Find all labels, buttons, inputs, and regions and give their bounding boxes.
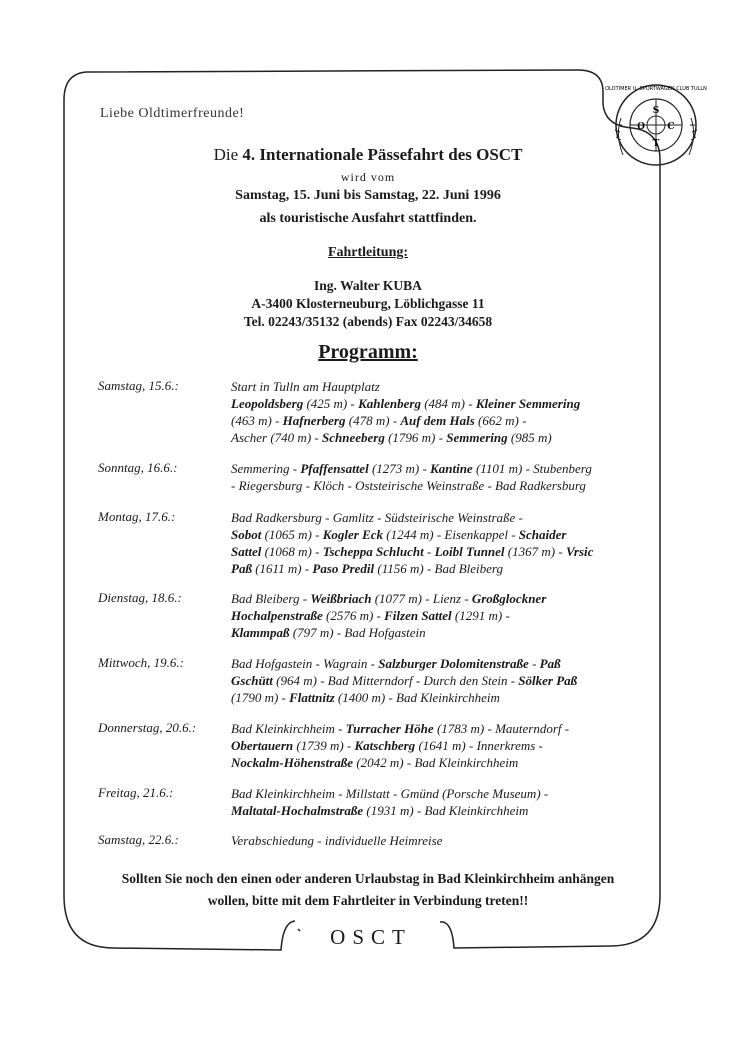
route-stop-highlight: Hochalpenstraße: [231, 608, 323, 623]
program-day-route: [231, 509, 651, 577]
program-route-line: [231, 607, 651, 624]
route-text: (1931 m) - Bad Kleinkirchheim: [363, 803, 529, 818]
route-stop-highlight: Kleiner Semmering: [475, 396, 581, 411]
route-text: (1790 m) -: [231, 690, 290, 705]
route-text: (1739 m) -: [293, 738, 355, 753]
route-text: (985 m): [507, 430, 552, 445]
program-route-line: [231, 543, 651, 560]
route-text: (1077 m) - Lienz -: [371, 591, 472, 606]
program-route-line: [231, 509, 651, 526]
closing-line-1: Sollten Sie noch den einen oder anderen Urlaubstag in Bad Kleinkirchheim anhängen: [121, 871, 615, 886]
route-stop-highlight: Klammpaß: [231, 625, 290, 640]
route-text: (1273 m) -: [368, 461, 431, 476]
program-day-label: Donnerstag, 20.6.:: [98, 720, 197, 735]
route-stop-highlight: Katschberg: [354, 738, 416, 753]
program-route-line: [231, 590, 651, 607]
route-text: (1068 m) -: [261, 544, 323, 559]
route-stop-highlight: Tscheppa Schlucht: [322, 544, 424, 559]
route-stop-highlight: Sattel: [231, 544, 262, 559]
route-text: (1400 m) - Bad Kleinkirchheim: [334, 690, 500, 705]
logo-ring-text: OLDTIMER U. SPORTWAGEN CLUB TULLN: [605, 86, 707, 92]
route-text: (1783 m) - Mauterndorf -: [433, 721, 570, 736]
program-day-route: [231, 832, 651, 849]
fahrtleitung-name: Ing. Walter KUBA: [314, 278, 422, 293]
event-title: [0, 145, 736, 165]
route-stop-highlight: Pfaffensattel: [300, 461, 369, 476]
fahrtleitung-heading: Fahrtleitung:: [327, 245, 409, 260]
route-text: - Riegersburg - Klöch - Oststeirische Weinstraße - Bad Radkersburg: [231, 478, 586, 493]
program-day-route: [231, 655, 651, 706]
route-stop-highlight: Hafnerberg: [282, 413, 346, 428]
route-stop-highlight: Kantine: [430, 461, 473, 476]
program-route-line: [231, 802, 651, 819]
logo-letter-right: C: [667, 122, 675, 132]
route-stop-highlight: Filzen Sattel: [384, 608, 452, 623]
program-route-line: [231, 412, 651, 429]
route-stop-highlight: Auf dem Hals: [400, 413, 475, 428]
route-stop-highlight: Großglockner: [471, 591, 547, 606]
program-route-line: [231, 785, 651, 802]
greeting: Liebe Oldtimerfreunde!: [100, 106, 245, 121]
logo-letter-bottom: T: [652, 139, 660, 149]
fahrtleitung-phone: Tel. 02243/35132 (abends) Fax 02243/34658: [243, 314, 493, 329]
program-route-line: [231, 672, 651, 689]
route-text: (463 m) -: [231, 413, 283, 428]
event-dates: Samstag, 15. Juni bis Samstag, 22. Juni 1996: [235, 188, 501, 203]
program-route-line: [231, 429, 651, 446]
route-stop-highlight: Turracher Höhe: [345, 721, 434, 736]
program-route-line: [231, 477, 651, 494]
program-day-label: Sonntag, 16.6.:: [98, 460, 178, 475]
program-route-line: [231, 737, 651, 754]
route-stop-highlight: Leopoldsberg: [231, 396, 304, 411]
program-day-route: [231, 785, 651, 819]
route-text: (2042 m) - Bad Kleinkirchheim: [353, 755, 519, 770]
program-route-line: [231, 832, 651, 849]
program-day-label: Montag, 17.6.:: [98, 509, 176, 524]
route-stop-highlight: Kogler Eck: [322, 527, 384, 542]
route-stop-highlight: Obertauern: [231, 738, 294, 753]
logo-letter-top: S: [652, 106, 660, 116]
route-stop-highlight: Nockalm-Höhenstraße: [231, 755, 354, 770]
route-stop-highlight: Loibl Tunnel: [434, 544, 505, 559]
route-text: (1291 m) -: [451, 608, 510, 623]
program-route-line: [231, 689, 651, 706]
route-stop-highlight: Paso Predil: [312, 561, 375, 576]
route-text: (1156 m) - Bad Bleiberg: [374, 561, 504, 576]
route-text: (1101 m) - Stubenberg: [472, 461, 592, 476]
route-text: (478 m) -: [345, 413, 401, 428]
route-text: (1065 m) -: [261, 527, 323, 542]
route-stop-highlight: Schaider: [518, 527, 567, 542]
route-text: (1244 m) - Eisenkappel -: [383, 527, 519, 542]
route-stop-highlight: Sölker Paß: [518, 673, 578, 688]
route-text: (1611 m) -: [251, 561, 313, 576]
program-day-label: Freitag, 21.6.:: [98, 785, 174, 800]
program-route-line: [231, 526, 651, 543]
route-stop-highlight: Weißbriach: [310, 591, 372, 606]
route-text: Verabschiedung - individuelle Heimreise: [231, 833, 443, 848]
route-text: (425 m) -: [303, 396, 359, 411]
program-day-label: Dienstag, 18.6.:: [98, 590, 182, 605]
route-text: Bad Kleinkirchheim - Millstatt - Gmünd (Porsche Museum) -: [231, 786, 549, 801]
program-route-line: [231, 378, 651, 395]
route-text: Ascher (740 m) -: [231, 430, 322, 445]
event-title-name: 4. Internationale Pässefahrt des OSCT: [242, 145, 523, 164]
route-text: Semmering -: [231, 461, 301, 476]
program-day-label: Mittwoch, 19.6.:: [98, 655, 184, 670]
route-stop-highlight: Sobot: [231, 527, 262, 542]
route-stop-highlight: Maltatal-Hochalmstraße: [231, 803, 364, 818]
program-route-line: [231, 624, 651, 641]
route-text: Bad Hofgastein - Wagrain -: [231, 656, 379, 671]
route-text: -: [528, 656, 540, 671]
route-text: Bad Bleiberg -: [231, 591, 311, 606]
program-day-label: Samstag, 15.6.:: [98, 378, 179, 393]
route-stop-highlight: Semmering: [446, 430, 508, 445]
program-day-label: Samstag, 22.6.:: [98, 832, 179, 847]
program-day-route: [231, 378, 651, 446]
route-text: Bad Radkersburg - Gamlitz - Südsteirische Weinstraße -: [231, 510, 523, 525]
route-stop-highlight: Vrsic: [565, 544, 594, 559]
logo-letter-left: O: [637, 122, 645, 132]
program-route-line: [231, 460, 651, 477]
ausfahrt-text: als touristische Ausfahrt stattfinden.: [259, 211, 477, 226]
route-text: (1367 m) -: [504, 544, 566, 559]
program-route-line: [231, 395, 651, 412]
route-text: (797 m) - Bad Hofgastein: [289, 625, 426, 640]
program-route-line: [231, 655, 651, 672]
route-text: (1796 m) -: [384, 430, 447, 445]
program-route-line: [231, 720, 651, 737]
route-text: Start in Tulln am Hauptplatz: [231, 379, 380, 394]
route-text: (1641 m) - Innerkrems -: [415, 738, 543, 753]
route-stop-highlight: Schneeberg: [321, 430, 385, 445]
route-stop-highlight: Salzburger Dolomitenstraße: [378, 656, 529, 671]
route-text: Bad Kleinkirchheim -: [231, 721, 346, 736]
route-stop-highlight: Paß: [539, 656, 561, 671]
route-text: (2576 m) -: [322, 608, 385, 623]
route-text: (662 m) -: [474, 413, 527, 428]
route-text: (964 m) - Bad Mitterndorf - Durch den Stein -: [272, 673, 519, 688]
program-route-line: [231, 754, 651, 771]
program-day-route: [231, 590, 651, 641]
fahrtleitung-address: A-3400 Klosterneuburg, Löblichgasse 11: [251, 296, 485, 311]
route-stop-highlight: Kahlenberg: [358, 396, 421, 411]
route-text: -: [423, 544, 435, 559]
wird-vom-text: wird vom: [340, 170, 396, 184]
route-stop-highlight: Gschütt: [231, 673, 273, 688]
route-stop-highlight: Flattnitz: [289, 690, 335, 705]
event-title-prefix: Die: [213, 145, 239, 164]
footer-club-name: OSCT: [330, 925, 412, 949]
program-day-route: [231, 460, 651, 494]
program-day-route: [231, 720, 651, 771]
route-text: (484 m) -: [420, 396, 476, 411]
closing-line-2: wollen, bitte mit dem Fahrtleiter in Verbindung treten!!: [207, 893, 529, 908]
programm-heading: Programm:: [318, 341, 418, 363]
program-route-line: [231, 560, 651, 577]
route-stop-highlight: Paß: [231, 561, 252, 576]
